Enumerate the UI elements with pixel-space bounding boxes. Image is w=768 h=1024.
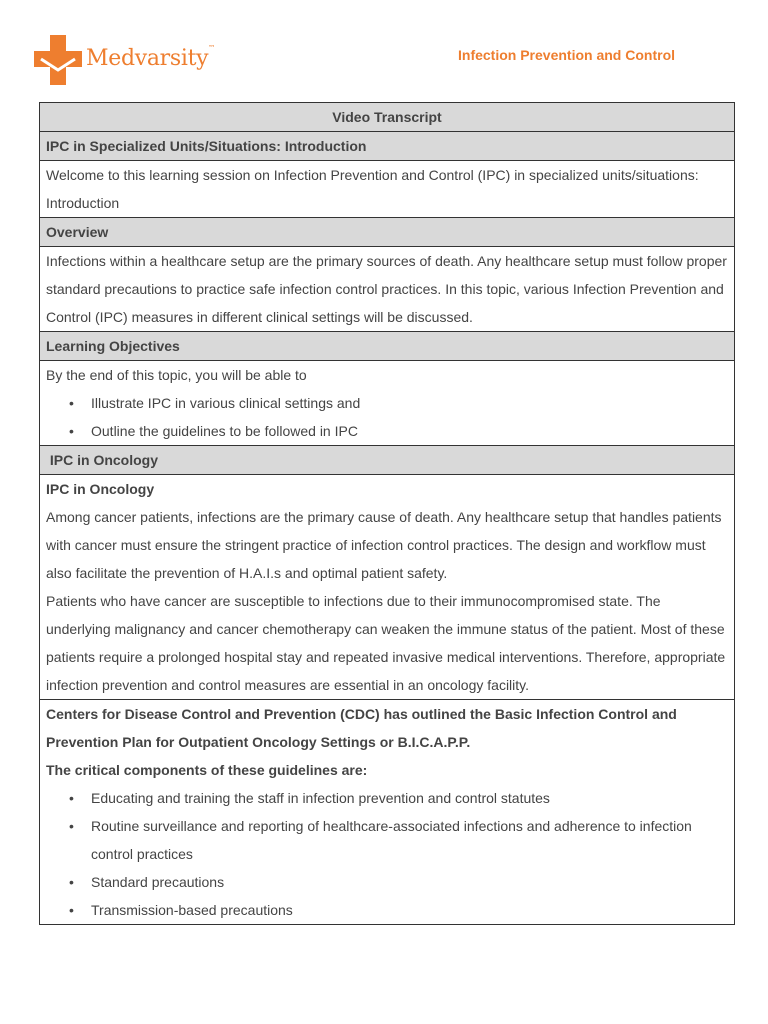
list-item: • Educating and training the staff in infection prevention and control statutes xyxy=(46,784,728,812)
objectives-intro: By the end of this topic, you will be able to xyxy=(46,367,307,383)
document-title: Infection Prevention and Control xyxy=(458,47,676,63)
section-heading-intro: IPC in Specialized Units/Situations: Introduction xyxy=(40,132,735,161)
table-title: Video Transcript xyxy=(40,103,735,132)
objectives-list xyxy=(46,389,728,445)
objectives-cell xyxy=(40,361,735,446)
medical-cross-icon xyxy=(34,35,82,85)
list-item: • Routine surveillance and reporting of healthcare-associated infections and adherence to infection control practices xyxy=(46,812,728,868)
cdc-components-list xyxy=(46,784,728,924)
list-item: • Standard precautions xyxy=(46,868,728,896)
cdc-cell xyxy=(40,700,735,925)
oncology-subheading: IPC in Oncology xyxy=(46,481,155,497)
list-item: • Illustrate IPC in various clinical settings and xyxy=(46,389,728,417)
list-item: • Transmission-based precautions xyxy=(46,896,728,924)
oncology-paragraph: Patients who have cancer are susceptible to infections due to their immunocompromised state. The underlying malignancy and cancer chemotherapy can weaken the immune status of the patient. Most of these patients require a prolonged hospital stay and repeated invasive medical interventions. Therefore, appropriate infection prevention and control measures are essential in an oncology facility. xyxy=(46,593,726,693)
page-header xyxy=(0,0,768,100)
cdc-statement: Centers for Disease Control and Prevention (CDC) has outlined the Basic Infection Control and Prevention Plan for Outpatient Oncology Settings or B.I.C.A.P.P. xyxy=(46,706,677,750)
section-heading-overview: Overview xyxy=(40,218,735,247)
brand-name: Medvarsity™ xyxy=(86,44,215,71)
oncology-cell xyxy=(40,475,735,700)
video-transcript-table xyxy=(39,102,735,925)
section-heading-oncology: IPC in Oncology xyxy=(40,446,735,475)
cdc-components-heading: The critical components of these guidelines are: xyxy=(46,762,368,778)
list-item: • Outline the guidelines to be followed in IPC xyxy=(46,417,728,445)
oncology-paragraph: Among cancer patients, infections are the primary cause of death. Any healthcare setup that handles patients with cancer must ensure the stringent practice of infection control practices. The design and workflow must also facilitate the prevention of H.A.I.s and optimal patient safety. xyxy=(46,509,722,581)
section-heading-objectives: Learning Objectives xyxy=(40,332,735,361)
overview-text: Infections within a healthcare setup are the primary sources of death. Any healthcare setup must follow proper standard precautions to practice safe infection control practices. In this topic, various Infection Prevention and Control (IPC) measures in different clinical settings will be discussed. xyxy=(40,247,735,332)
medvarsity-logo xyxy=(34,34,215,86)
intro-text: Welcome to this learning session on Infection Prevention and Control (IPC) in specialized units/situations: Introduction xyxy=(40,161,735,218)
